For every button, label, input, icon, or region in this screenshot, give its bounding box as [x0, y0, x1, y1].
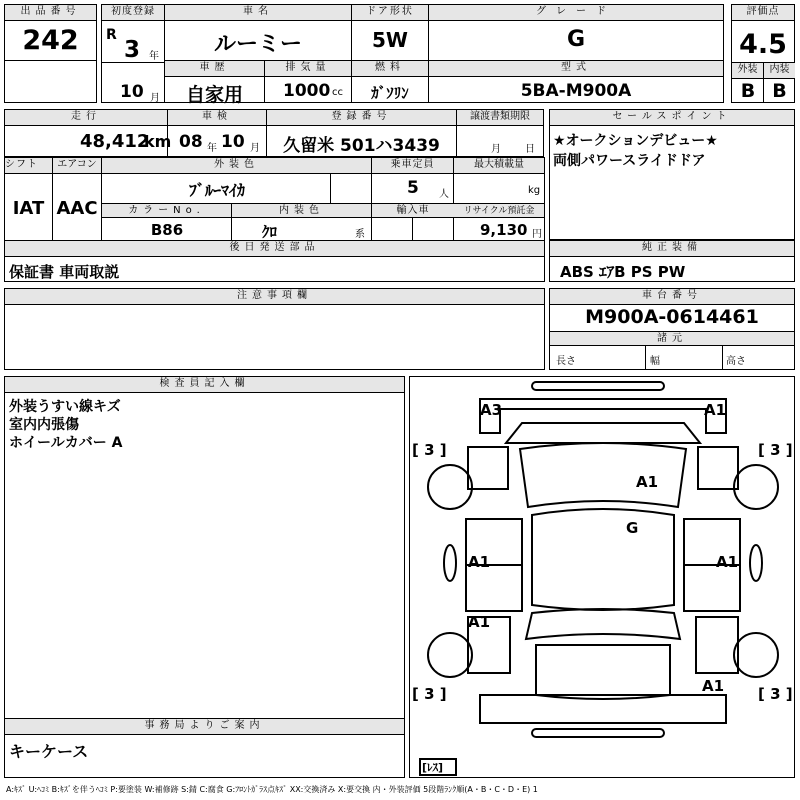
sales-point-1: ★オークションデビュー★	[553, 133, 718, 149]
model-code: 5BA-M900A	[520, 81, 632, 101]
damage-mark-left-front-door: A1	[468, 553, 491, 571]
tire-mark-rear-right: [ 3 ]	[758, 685, 793, 703]
notes-label: 注意事項欄	[5, 289, 544, 305]
inspection-month: 10	[221, 132, 245, 152]
door-cell	[351, 4, 429, 61]
exterior-grade: B	[740, 80, 756, 102]
lot-number-cell	[4, 4, 97, 61]
model-cell	[428, 60, 724, 103]
grade-label: グレード	[429, 5, 723, 21]
capacity-label: 乗車定員	[372, 158, 454, 174]
inspector-note-3: ホイールカバー A	[9, 435, 123, 451]
inspection-year: 08	[179, 132, 203, 152]
car-name-cell	[164, 4, 352, 61]
inspection-month-unit: 月	[250, 143, 260, 154]
inspector-cell	[4, 376, 405, 719]
history-cell	[164, 60, 265, 106]
recycle-fee: 9,130	[480, 221, 528, 239]
km-unit: km	[144, 132, 172, 151]
damage-mark-front-left: A3	[480, 401, 503, 419]
notes-cell	[4, 288, 545, 370]
chassis-label: 車台番号	[550, 289, 794, 305]
car-outline-drawing	[410, 377, 796, 779]
legend: A:ｷｽﾞ U:ﾍｺﾐ B:ｷｽﾞを伴うﾍｺﾐ P:要塗装 W:補修跡 S:錆 C:腐食 G:ﾌﾛﾝﾄｶﾞﾗｽ点ｷｽﾞ XX:交換済み X:要交換 内・外装評価 5段階ﾗﾝｸ順(A・B・C・D・E) 1	[6, 785, 538, 794]
fuel-label: 燃料	[352, 61, 428, 77]
mileage-label: 走行	[5, 110, 167, 126]
spare-tire-mark: [ﾚｽ]	[422, 761, 444, 774]
registration-number-cell	[266, 109, 457, 157]
recycle-unit: 円	[532, 229, 542, 240]
office-cell	[4, 718, 405, 778]
grade: G	[566, 27, 586, 52]
displacement-label: 排気量	[265, 61, 351, 77]
car-name-label: 車名	[165, 5, 351, 21]
fuel-cell	[351, 60, 429, 103]
ac: AAC	[56, 198, 98, 219]
exterior-color: ﾌﾞﾙｰﾏｲｶ	[188, 181, 245, 200]
interior-color-unit: 系	[355, 229, 365, 240]
load-unit: kg	[528, 185, 541, 196]
model-label: 型式	[429, 61, 723, 77]
chassis-cell	[549, 288, 795, 370]
mileage: 48,412	[80, 131, 150, 152]
length-label: 長さ	[556, 356, 576, 367]
first-registration-label: 初度登録	[102, 5, 164, 21]
car-name: ルーミー	[213, 32, 302, 57]
inspector-note-1: 外装うすい線キズ	[9, 399, 121, 415]
inspector-note-2: 室内内張傷	[9, 417, 79, 433]
inspector-label: 検査員記入欄	[5, 377, 404, 393]
score-label: 評価点	[732, 5, 794, 21]
door-label: ドア形状	[352, 5, 428, 21]
chassis-number: M900A-0614461	[585, 306, 759, 328]
interior-color: ｸﾛ	[262, 223, 278, 241]
later-parts: 保証書 車両取説	[9, 263, 120, 281]
shift-cell	[4, 157, 53, 241]
transfer-day-unit: 日	[525, 144, 535, 155]
capacity: 5	[407, 178, 419, 198]
interior-grade: B	[772, 80, 787, 102]
office-note: キーケース	[9, 742, 89, 761]
first-registration-cell	[101, 4, 165, 103]
inspection-cell	[167, 109, 267, 157]
tire-mark-rear-left: [ 3 ]	[412, 685, 447, 703]
registration-number: 久留米 501ハ3439	[283, 136, 440, 156]
later-parts-label: 後日発送部品	[5, 241, 544, 257]
damage-mark-left-rear-door: A1	[468, 613, 491, 631]
displacement-cell	[264, 60, 352, 103]
equipment-label: 純正装備	[550, 241, 794, 257]
door-type: 5W	[372, 28, 408, 52]
recycle-label: リサイクル預託金	[454, 204, 544, 218]
score: 4.5	[739, 29, 787, 60]
shift: IAT	[12, 198, 45, 219]
displacement: 1000	[283, 81, 331, 101]
color-label: 外装色	[102, 158, 372, 174]
lot-blank-cell	[4, 60, 97, 103]
import-label: 輸入車	[372, 204, 454, 218]
interior-color-label: 内装色	[232, 204, 371, 218]
registration-month: 10	[120, 82, 144, 102]
transfer-deadline-label: 譲渡書類期限	[457, 110, 543, 126]
month-unit: 月	[150, 93, 160, 104]
sales-point-cell	[549, 109, 795, 240]
sales-point-label: セールスポイント	[550, 110, 794, 126]
height-label: 高さ	[726, 356, 746, 367]
score-cell	[731, 4, 795, 103]
mileage-cell	[4, 109, 172, 157]
grade-cell	[428, 4, 724, 61]
lot-number: 242	[22, 25, 79, 56]
ac-label: エアコン	[53, 158, 101, 174]
damage-mark-front-right: A1	[704, 401, 727, 419]
color-number: B86	[150, 221, 184, 239]
registration-year: 3	[124, 37, 141, 63]
equipment-cell	[549, 240, 795, 282]
equipment: ABS ｴｱB PS PW	[560, 263, 686, 281]
dimensions-label: 諸元	[550, 332, 794, 346]
shift-label: シフト	[5, 158, 52, 174]
tire-mark-front-left: [ 3 ]	[412, 441, 447, 459]
capacity-unit: 人	[439, 189, 449, 200]
width-label: 幅	[650, 356, 660, 367]
registration-number-label: 登録番号	[267, 110, 456, 126]
damage-mark-right-front-door: A1	[716, 553, 739, 571]
later-parts-cell	[4, 240, 545, 282]
cc-unit: cc	[332, 87, 343, 98]
history: 自家用	[185, 84, 243, 106]
inspection-label: 車検	[168, 110, 266, 126]
sales-point-2: 両側パワースライドドア	[553, 153, 706, 169]
office-label: 事務局よりご案内	[5, 719, 404, 735]
car-diagram	[409, 376, 795, 778]
exterior-label: 外装	[732, 63, 764, 79]
color-block	[101, 157, 545, 241]
load-label: 最大積載量	[454, 158, 544, 174]
damage-mark-glass: G	[626, 519, 639, 537]
interior-label: 内装	[764, 63, 795, 79]
damage-mark-windshield: A1	[636, 473, 659, 491]
lot-number-label: 出品番号	[5, 5, 96, 21]
ac-cell	[52, 157, 102, 241]
transfer-month-unit: 月	[491, 144, 501, 155]
history-label: 車歴	[165, 61, 264, 77]
year-unit: 年	[149, 51, 159, 62]
damage-mark-right-rear: A1	[702, 677, 725, 695]
era-mark: R	[106, 27, 117, 43]
fuel: ｶﾞｿﾘﾝ	[371, 84, 409, 102]
tire-mark-front-right: [ 3 ]	[758, 441, 793, 459]
inspection-year-unit: 年	[207, 143, 217, 154]
transfer-deadline-cell	[456, 109, 544, 157]
color-number-label: カラーNo.	[102, 204, 232, 218]
